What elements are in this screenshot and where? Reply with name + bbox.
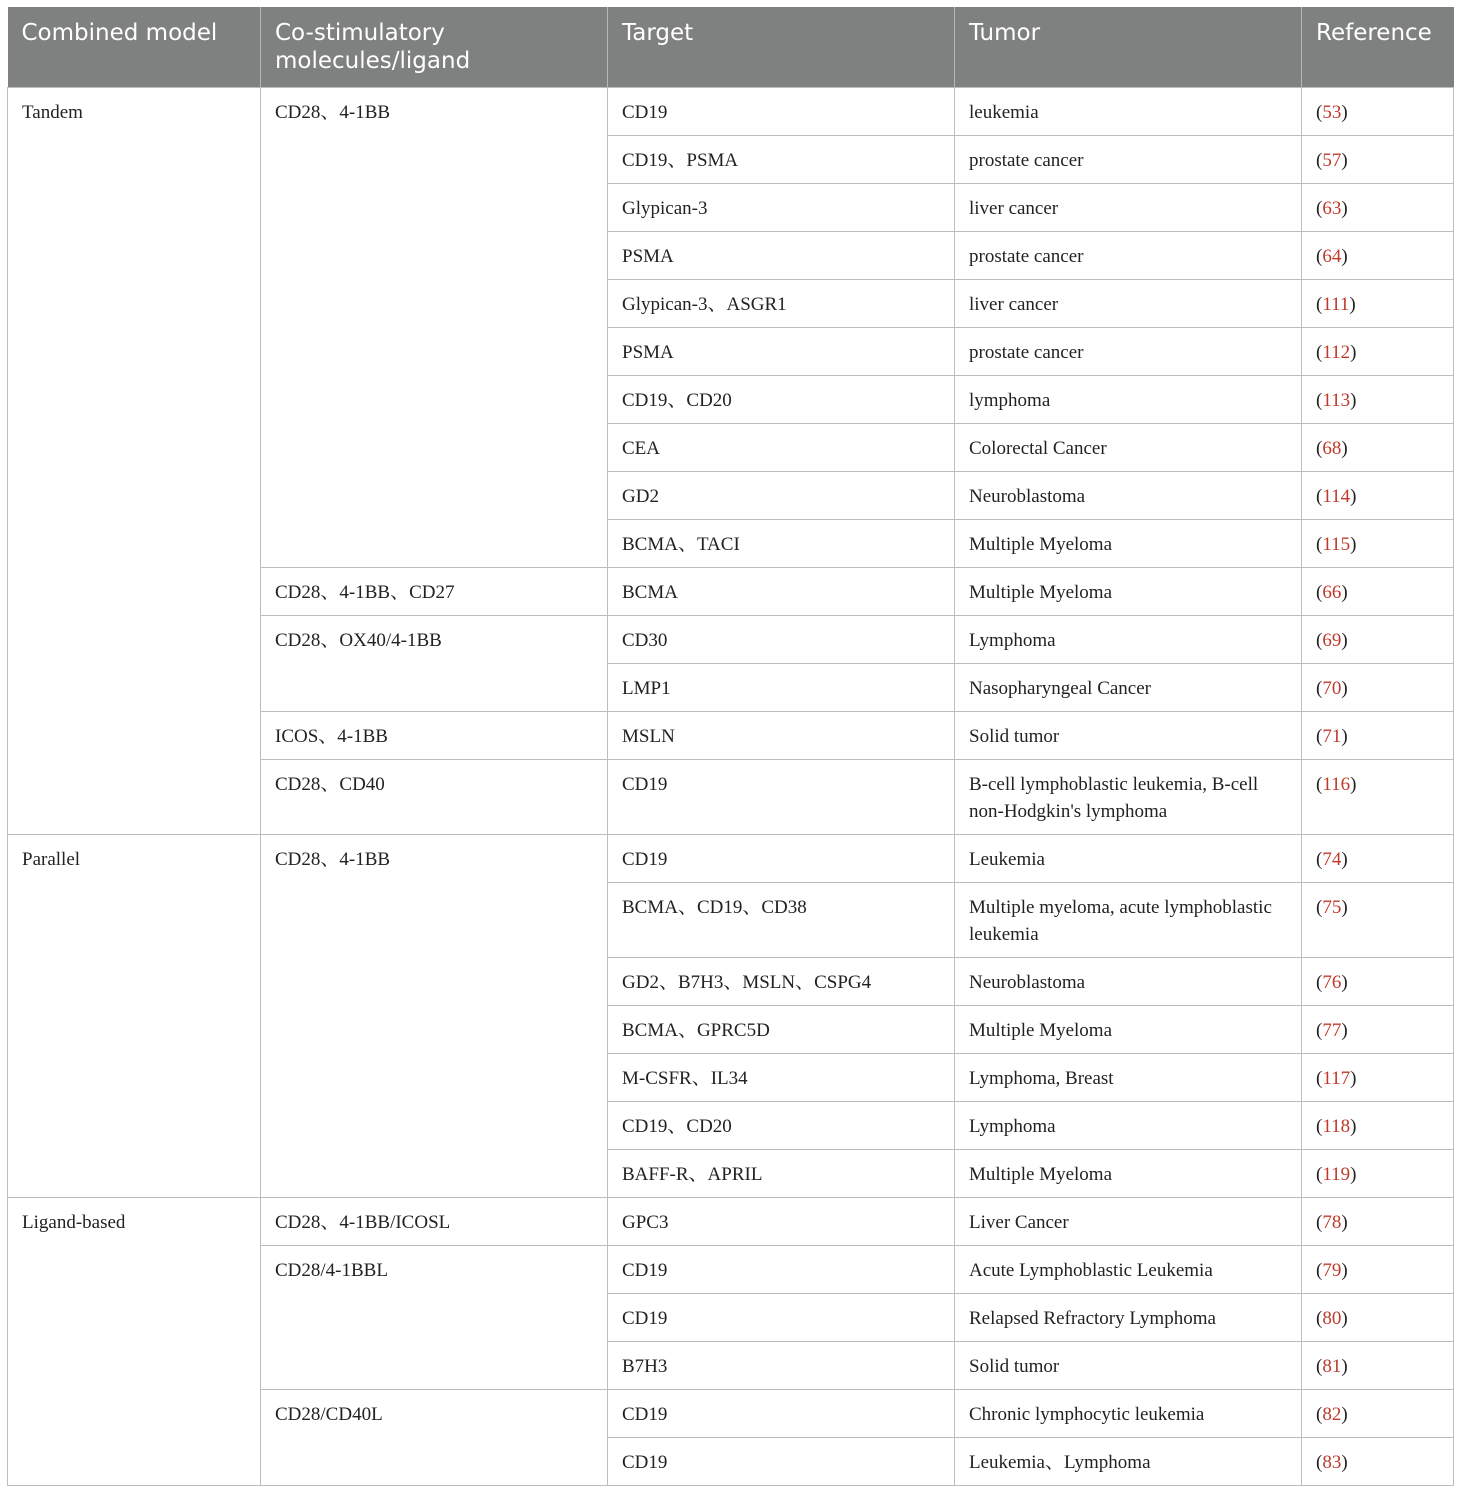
reference-cell: (111)	[1302, 280, 1454, 328]
reference-link[interactable]: 63	[1322, 198, 1342, 219]
header-costim: Co-stimulatory molecules/ligand	[261, 7, 608, 88]
tumor-cell: Lymphoma, Breast	[955, 1054, 1302, 1102]
target-cell: BCMA	[608, 568, 955, 616]
tumor-cell: Leukemia、Lymphoma	[955, 1438, 1302, 1486]
costim-cell: ICOS、4-1BB	[261, 712, 608, 760]
header-row	[8, 7, 1454, 88]
costim-cell: CD28、4-1BB	[261, 835, 608, 1198]
reference-cell: (66)	[1302, 568, 1454, 616]
reference-cell: (69)	[1302, 616, 1454, 664]
reference-cell: (116)	[1302, 760, 1454, 835]
target-cell: B7H3	[608, 1342, 955, 1390]
reference-cell: (83)	[1302, 1438, 1454, 1486]
reference-cell: (118)	[1302, 1102, 1454, 1150]
car-t-costimulation-table	[7, 7, 1454, 1486]
costim-cell: CD28/CD40L	[261, 1390, 608, 1486]
target-cell: CEA	[608, 424, 955, 472]
tumor-cell: Multiple Myeloma	[955, 520, 1302, 568]
reference-link[interactable]: 68	[1322, 438, 1342, 459]
tumor-cell: Multiple Myeloma	[955, 1006, 1302, 1054]
target-cell: PSMA	[608, 232, 955, 280]
reference-link[interactable]: 115	[1322, 534, 1351, 555]
tumor-cell: Nasopharyngeal Cancer	[955, 664, 1302, 712]
target-cell: CD19	[608, 1246, 955, 1294]
target-cell: BCMA、CD19、CD38	[608, 883, 955, 958]
reference-link[interactable]: 117	[1322, 1068, 1351, 1089]
header-combined-model: Combined model	[8, 7, 261, 88]
tumor-cell: liver cancer	[955, 280, 1302, 328]
costim-cell: CD28/4-1BBL	[261, 1246, 608, 1390]
tumor-cell: Neuroblastoma	[955, 958, 1302, 1006]
target-cell: GD2、B7H3、MSLN、CSPG4	[608, 958, 955, 1006]
reference-link[interactable]: 119	[1322, 1164, 1351, 1185]
reference-cell: (57)	[1302, 136, 1454, 184]
tumor-cell: Relapsed Refractory Lymphoma	[955, 1294, 1302, 1342]
target-cell: CD19	[608, 760, 955, 835]
reference-link[interactable]: 79	[1322, 1260, 1342, 1281]
costim-cell: CD28、4-1BB/ICOSL	[261, 1198, 608, 1246]
target-cell: MSLN	[608, 712, 955, 760]
reference-link[interactable]: 112	[1322, 342, 1351, 363]
target-cell: BCMA、GPRC5D	[608, 1006, 955, 1054]
tumor-cell: Leukemia	[955, 835, 1302, 883]
reference-cell: (53)	[1302, 88, 1454, 136]
tumor-cell: liver cancer	[955, 184, 1302, 232]
tumor-cell: Lymphoma	[955, 1102, 1302, 1150]
header-target: Target	[608, 7, 955, 88]
table-row	[8, 88, 1454, 136]
tumor-cell: lymphoma	[955, 376, 1302, 424]
reference-link[interactable]: 111	[1322, 294, 1350, 315]
target-cell: CD19	[608, 1438, 955, 1486]
reference-cell: (78)	[1302, 1198, 1454, 1246]
reference-cell: (74)	[1302, 835, 1454, 883]
combined-model-cell: Tandem	[8, 88, 261, 835]
reference-link[interactable]: 118	[1322, 1116, 1351, 1137]
table-row	[8, 1198, 1454, 1246]
reference-cell: (113)	[1302, 376, 1454, 424]
reference-cell: (115)	[1302, 520, 1454, 568]
reference-cell: (71)	[1302, 712, 1454, 760]
tumor-cell: Multiple Myeloma	[955, 568, 1302, 616]
tumor-cell: Acute Lymphoblastic Leukemia	[955, 1246, 1302, 1294]
target-cell: CD19、CD20	[608, 1102, 955, 1150]
header-reference: Reference	[1302, 7, 1454, 88]
reference-cell: (117)	[1302, 1054, 1454, 1102]
reference-link[interactable]: 69	[1322, 630, 1342, 651]
target-cell: CD19	[608, 1390, 955, 1438]
reference-link[interactable]: 76	[1322, 972, 1342, 993]
tumor-cell: prostate cancer	[955, 232, 1302, 280]
costim-cell: CD28、CD40	[261, 760, 608, 835]
reference-cell: (63)	[1302, 184, 1454, 232]
reference-link[interactable]: 116	[1322, 774, 1351, 795]
reference-link[interactable]: 75	[1322, 897, 1342, 918]
tumor-cell: B-cell lymphoblastic leukemia, B-cell non-Hodgkin's lymphoma	[955, 760, 1302, 835]
table-body	[8, 88, 1454, 1486]
target-cell: CD19、PSMA	[608, 136, 955, 184]
target-cell: CD19	[608, 835, 955, 883]
target-cell: CD19	[608, 1294, 955, 1342]
target-cell: GPC3	[608, 1198, 955, 1246]
combined-model-cell: Ligand-based	[8, 1198, 261, 1486]
tumor-cell: leukemia	[955, 88, 1302, 136]
reference-link[interactable]: 83	[1322, 1452, 1342, 1473]
tumor-cell: Liver Cancer	[955, 1198, 1302, 1246]
reference-cell: (80)	[1302, 1294, 1454, 1342]
table-container	[7, 7, 1453, 1486]
header-tumor: Tumor	[955, 7, 1302, 88]
table-header	[8, 7, 1454, 88]
reference-cell: (64)	[1302, 232, 1454, 280]
reference-link[interactable]: 77	[1322, 1020, 1342, 1041]
reference-cell: (82)	[1302, 1390, 1454, 1438]
reference-link[interactable]: 53	[1322, 102, 1342, 123]
reference-link[interactable]: 81	[1322, 1356, 1342, 1377]
reference-cell: (119)	[1302, 1150, 1454, 1198]
tumor-cell: Multiple Myeloma	[955, 1150, 1302, 1198]
reference-cell: (77)	[1302, 1006, 1454, 1054]
table-row	[8, 835, 1454, 883]
reference-link[interactable]: 74	[1322, 849, 1342, 870]
target-cell: PSMA	[608, 328, 955, 376]
reference-link[interactable]: 113	[1322, 390, 1351, 411]
reference-link[interactable]: 57	[1322, 150, 1342, 171]
target-cell: CD19、CD20	[608, 376, 955, 424]
tumor-cell: Colorectal Cancer	[955, 424, 1302, 472]
tumor-cell: Lymphoma	[955, 616, 1302, 664]
tumor-cell: Solid tumor	[955, 712, 1302, 760]
reference-link[interactable]: 78	[1322, 1212, 1342, 1233]
tumor-cell: Neuroblastoma	[955, 472, 1302, 520]
tumor-cell: prostate cancer	[955, 136, 1302, 184]
target-cell: Glypican-3、ASGR1	[608, 280, 955, 328]
reference-link[interactable]: 114	[1322, 486, 1351, 507]
target-cell: BAFF-R、APRIL	[608, 1150, 955, 1198]
target-cell: GD2	[608, 472, 955, 520]
reference-cell: (79)	[1302, 1246, 1454, 1294]
combined-model-cell: Parallel	[8, 835, 261, 1198]
tumor-cell: Solid tumor	[955, 1342, 1302, 1390]
reference-link[interactable]: 71	[1322, 726, 1342, 747]
costim-cell: CD28、4-1BB	[261, 88, 608, 568]
tumor-cell: Chronic lymphocytic leukemia	[955, 1390, 1302, 1438]
reference-link[interactable]: 82	[1322, 1404, 1342, 1425]
reference-cell: (75)	[1302, 883, 1454, 958]
reference-cell: (76)	[1302, 958, 1454, 1006]
reference-cell: (70)	[1302, 664, 1454, 712]
reference-cell: (81)	[1302, 1342, 1454, 1390]
target-cell: M-CSFR、IL34	[608, 1054, 955, 1102]
target-cell: Glypican-3	[608, 184, 955, 232]
reference-link[interactable]: 80	[1322, 1308, 1342, 1329]
tumor-cell: prostate cancer	[955, 328, 1302, 376]
target-cell: BCMA、TACI	[608, 520, 955, 568]
reference-cell: (68)	[1302, 424, 1454, 472]
reference-link[interactable]: 64	[1322, 246, 1342, 267]
tumor-cell: Multiple myeloma, acute lymphoblastic leukemia	[955, 883, 1302, 958]
target-cell: CD30	[608, 616, 955, 664]
reference-cell: (114)	[1302, 472, 1454, 520]
reference-cell: (112)	[1302, 328, 1454, 376]
target-cell: LMP1	[608, 664, 955, 712]
reference-link[interactable]: 66	[1322, 582, 1342, 603]
costim-cell: CD28、OX40/4-1BB	[261, 616, 608, 712]
reference-link[interactable]: 70	[1322, 678, 1342, 699]
costim-cell: CD28、4-1BB、CD27	[261, 568, 608, 616]
target-cell: CD19	[608, 88, 955, 136]
